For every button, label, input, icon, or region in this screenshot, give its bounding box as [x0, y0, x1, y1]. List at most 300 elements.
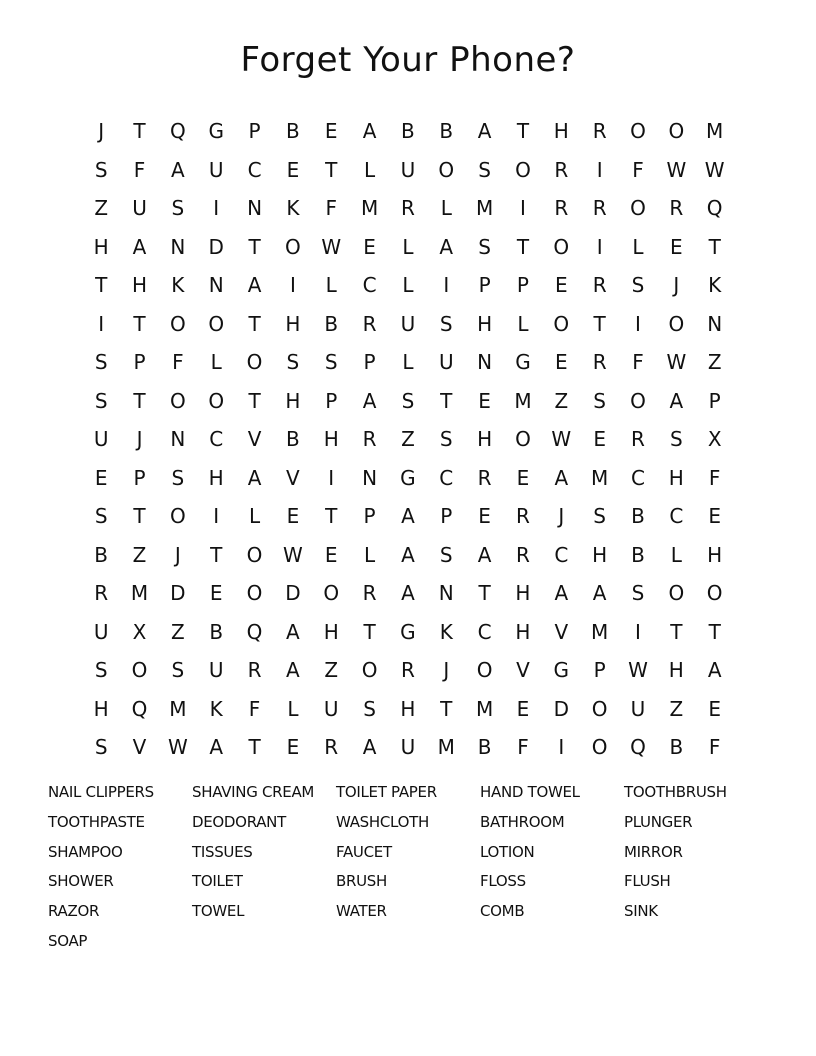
grid-cell: O — [246, 542, 263, 567]
grid-cell: O — [361, 658, 378, 683]
grid-cell: H — [208, 465, 224, 490]
grid-cell: O — [591, 696, 608, 721]
grid-cell: W — [167, 735, 188, 760]
grid-cell: I — [213, 504, 220, 529]
grid-cell: K — [286, 196, 300, 221]
grid-cell: L — [210, 350, 222, 375]
word-list-item: TOOTHBRUSH — [624, 783, 727, 801]
grid-cell: W — [704, 157, 725, 182]
grid-cell: R — [400, 658, 415, 683]
grid-cell: O — [169, 388, 186, 413]
grid-cell: F — [172, 350, 184, 375]
grid-cell: J — [136, 427, 143, 452]
grid-cell: H — [707, 542, 723, 567]
grid-cell: C — [554, 542, 569, 567]
grid-cell: O — [246, 581, 263, 606]
grid-cell: M — [360, 196, 379, 221]
grid-cell: N — [208, 273, 224, 298]
word-list-item: FLOSS — [480, 872, 526, 891]
word-list-item: FLUSH — [624, 872, 671, 891]
grid-cell: S — [286, 350, 300, 375]
grid-cell: T — [516, 119, 530, 144]
grid-cell: O — [208, 388, 225, 413]
grid-cell: B — [477, 735, 492, 760]
grid-cell: E — [478, 388, 491, 413]
grid-cell: A — [439, 234, 454, 259]
grid-cell: E — [324, 542, 338, 567]
grid-cell: F — [325, 196, 337, 221]
grid-cell: S — [94, 504, 108, 529]
grid-cell: O — [630, 196, 646, 221]
grid-cell: P — [133, 350, 146, 375]
grid-cell: T — [133, 388, 146, 413]
grid-cell: U — [630, 696, 646, 721]
word-list-item: TOILET PAPER — [336, 783, 437, 801]
grid-cell: H — [131, 273, 148, 298]
grid-cell: A — [286, 658, 300, 683]
grid-cell: C — [362, 273, 377, 298]
grid-cell: S — [171, 196, 185, 221]
grid-cell: A — [477, 119, 492, 144]
grid-cell: F — [708, 735, 721, 760]
grid-cell: T — [325, 504, 338, 529]
grid-cell: B — [324, 311, 339, 336]
grid-cell: O — [668, 311, 685, 336]
word-list-item: TOOTHPASTE — [48, 812, 145, 831]
grid-cell: W — [666, 350, 687, 375]
grid-cell: Z — [171, 619, 185, 644]
grid-cell: R — [669, 196, 684, 221]
grid-cell: I — [328, 465, 335, 490]
grid-row — [82, 536, 734, 575]
grid-cell: L — [632, 234, 644, 259]
grid-cell: C — [439, 465, 454, 490]
grid-cell: E — [516, 696, 530, 721]
grid-cell: I — [520, 196, 526, 221]
grid-cell: S — [94, 157, 108, 182]
grid-cell: X — [707, 427, 722, 452]
grid-cell: H — [285, 311, 301, 336]
grid-cell: C — [631, 465, 645, 490]
grid-cell: S — [439, 542, 453, 567]
grid-cell: W — [666, 157, 687, 182]
grid-cell: L — [402, 350, 414, 375]
grid-cell: L — [402, 273, 414, 298]
grid-cell: T — [133, 119, 146, 144]
word-list-item: TOWEL — [192, 902, 245, 921]
grid-cell: U — [438, 350, 454, 375]
grid-cell: S — [439, 311, 453, 336]
grid-cell: N — [247, 196, 263, 221]
grid-cell: D — [553, 696, 569, 721]
grid-cell: S — [478, 157, 491, 182]
grid-row — [82, 728, 734, 767]
grid-cell: O — [476, 658, 493, 683]
grid-row — [82, 613, 734, 652]
grid-cell: M — [475, 196, 494, 221]
grid-cell: C — [209, 427, 224, 452]
grid-cell: A — [286, 619, 300, 644]
grid-cell: H — [323, 427, 339, 452]
grid-cell: O — [323, 581, 340, 606]
grid-cell: V — [247, 427, 262, 452]
grid-cell: M — [514, 388, 532, 413]
grid-cell: R — [554, 157, 569, 182]
grid-row — [82, 459, 734, 498]
grid-cell: B — [631, 504, 645, 529]
grid-cell: A — [401, 542, 415, 567]
grid-cell: N — [170, 234, 186, 259]
word-list-item: WASHCLOTH — [336, 812, 429, 831]
grid-row — [82, 420, 734, 459]
grid-cell: T — [670, 619, 683, 644]
grid-cell: O — [630, 119, 646, 144]
grid-row — [82, 690, 734, 729]
grid-cell: I — [443, 273, 450, 298]
grid-cell: M — [475, 696, 494, 721]
word-list-item: TOILET — [192, 872, 243, 891]
grid-cell: L — [364, 157, 376, 182]
grid-cell: B — [286, 427, 300, 452]
grid-cell: E — [209, 581, 223, 606]
grid-cell: I — [289, 273, 296, 298]
grid-cell: B — [209, 619, 224, 644]
grid-row — [82, 305, 734, 344]
grid-cell: I — [213, 196, 220, 221]
grid-row — [82, 382, 734, 421]
grid-cell: J — [98, 119, 105, 144]
grid-cell: P — [440, 504, 453, 529]
grid-cell: E — [286, 157, 300, 182]
grid-cell: K — [209, 696, 223, 721]
word-list-item: FAUCET — [336, 842, 392, 861]
grid-cell: T — [440, 388, 453, 413]
grid-cell: I — [558, 735, 565, 760]
grid-cell: O — [515, 427, 531, 452]
grid-cell: J — [673, 273, 680, 298]
grid-cell: J — [443, 658, 450, 683]
grid-cell: D — [208, 234, 224, 259]
grid-cell: G — [400, 465, 416, 490]
grid-cell: T — [708, 234, 721, 259]
grid-cell: B — [631, 542, 645, 567]
grid-cell: T — [440, 696, 453, 721]
grid-cell: R — [516, 542, 530, 567]
grid-cell: Z — [554, 388, 569, 413]
grid-cell: Z — [132, 542, 147, 567]
grid-cell: S — [171, 465, 185, 490]
word-list-item: SHOWER — [48, 872, 114, 891]
grid-cell: R — [400, 196, 415, 221]
grid-cell: L — [440, 196, 452, 221]
grid-cell: A — [247, 465, 262, 490]
grid-cell: E — [363, 234, 376, 259]
grid-cell: A — [401, 581, 415, 606]
grid-cell: A — [669, 388, 684, 413]
grid-cell: B — [286, 119, 300, 144]
grid-cell: L — [364, 542, 376, 567]
grid-cell: T — [363, 619, 376, 644]
grid-cell: S — [593, 388, 606, 413]
grid-cell: L — [248, 504, 261, 529]
grid-cell: C — [477, 619, 492, 644]
grid-cell: H — [93, 234, 109, 259]
grid-cell: Q — [246, 619, 263, 644]
grid-cell: O — [706, 581, 723, 606]
word-list-item: NAIL CLIPPERS — [48, 783, 154, 801]
grid-row — [82, 497, 734, 536]
grid-cell: Z — [707, 350, 722, 375]
grid-cell: X — [132, 619, 147, 644]
grid-cell: S — [593, 504, 606, 529]
word-list-item: HAND TOWEL — [480, 783, 580, 801]
grid-cell: H — [553, 119, 569, 144]
grid-cell: I — [596, 157, 603, 182]
grid-cell: R — [362, 427, 377, 452]
word-list-item: MIRROR — [624, 842, 683, 861]
page-title: Forget Your Phone? — [240, 40, 576, 80]
grid-cell: U — [400, 735, 416, 760]
grid-cell: R — [592, 350, 607, 375]
grid-row — [82, 574, 734, 613]
grid-cell: S — [669, 427, 683, 452]
grid-cell: T — [516, 234, 530, 259]
word-list-item: SHAVING CREAM — [192, 783, 315, 801]
grid-cell: S — [401, 388, 415, 413]
grid-cell: M — [130, 581, 149, 606]
grid-cell: F — [632, 157, 644, 182]
grid-cell: N — [362, 465, 378, 490]
grid-cell: S — [363, 696, 376, 721]
grid-cell: Z — [669, 696, 684, 721]
grid-cell: A — [132, 234, 147, 259]
grid-cell: E — [516, 465, 530, 490]
grid-row — [82, 151, 734, 190]
grid-cell: A — [401, 504, 415, 529]
word-list-item: BRUSH — [336, 872, 387, 891]
grid-cell: K — [439, 619, 453, 644]
grid-row — [82, 112, 734, 151]
grid-row — [82, 228, 734, 267]
grid-cell: R — [554, 196, 569, 221]
grid-cell: B — [401, 119, 415, 144]
grid-cell: P — [593, 658, 606, 683]
grid-cell: R — [94, 581, 109, 606]
grid-cell: I — [635, 311, 641, 336]
grid-cell: A — [592, 581, 607, 606]
grid-cell: C — [669, 504, 684, 529]
word-list-item: SINK — [624, 902, 658, 921]
grid-cell: P — [363, 504, 376, 529]
grid-cell: T — [248, 735, 261, 760]
grid-cell: S — [631, 273, 645, 298]
grid-cell: N — [438, 581, 454, 606]
grid-cell: U — [400, 311, 416, 336]
grid-cell: O — [553, 234, 570, 259]
grid-cell: H — [668, 658, 684, 683]
grid-cell: A — [362, 388, 377, 413]
grid-cell: U — [93, 427, 109, 452]
word-list-item: PLUNGER — [624, 812, 693, 831]
grid-cell: T — [248, 234, 261, 259]
grid-cell: H — [477, 427, 493, 452]
word-list-item: DEODORANT — [192, 812, 286, 831]
grid-cell: E — [286, 504, 300, 529]
grid-cell: E — [708, 696, 721, 721]
grid-cell: G — [553, 658, 570, 683]
grid-cell: T — [708, 619, 721, 644]
grid-cell: Z — [401, 427, 415, 452]
grid-cell: P — [248, 119, 261, 144]
grid-cell: G — [515, 350, 531, 375]
grid-cell: S — [94, 735, 108, 760]
grid-cell: V — [286, 465, 300, 490]
word-list-item: TISSUES — [192, 842, 253, 861]
grid-cell: N — [170, 427, 186, 452]
grid-cell: L — [287, 696, 299, 721]
grid-cell: R — [592, 119, 607, 144]
grid-cell: T — [95, 273, 108, 298]
grid-cell: M — [591, 465, 609, 490]
grid-cell: O — [515, 157, 531, 182]
grid-cell: S — [439, 427, 453, 452]
grid-cell: T — [478, 581, 491, 606]
grid-cell: H — [477, 311, 493, 336]
grid-cell: O — [285, 234, 301, 259]
word-list — [48, 778, 768, 957]
grid-cell: Q — [169, 119, 186, 144]
grid-cell: H — [400, 696, 416, 721]
grid-cell: E — [94, 465, 108, 490]
grid-cell: H — [285, 388, 301, 413]
word-list-item: SOAP — [48, 931, 88, 950]
grid-cell: V — [132, 735, 147, 760]
grid-cell: O — [169, 504, 186, 529]
grid-row — [82, 343, 734, 382]
grid-cell: P — [478, 273, 491, 298]
grid-cell: A — [247, 273, 262, 298]
grid-cell: R — [362, 581, 377, 606]
word-list-item: BATHROOM — [480, 812, 565, 831]
grid-cell: O — [591, 735, 608, 760]
grid-cell: R — [362, 311, 377, 336]
grid-cell: Q — [706, 196, 723, 221]
grid-cell: G — [208, 119, 224, 144]
grid-cell: T — [133, 504, 146, 529]
grid-cell: F — [708, 465, 721, 490]
grid-cell: D — [285, 581, 301, 606]
grid-cell: I — [635, 619, 641, 644]
grid-cell: S — [324, 350, 338, 375]
grid-cell: Z — [324, 658, 339, 683]
grid-cell: E — [554, 273, 568, 298]
grid-cell: W — [551, 427, 572, 452]
grid-cell: A — [554, 465, 569, 490]
grid-cell: S — [94, 350, 108, 375]
grid-cell: O — [246, 350, 263, 375]
grid-cell: P — [325, 388, 338, 413]
grid-cell: U — [132, 196, 147, 221]
grid-cell: A — [171, 157, 185, 182]
word-list-item: WATER — [336, 902, 387, 921]
grid-cell: E — [324, 119, 338, 144]
grid-cell: S — [478, 234, 491, 259]
grid-cell: E — [554, 350, 568, 375]
grid-cell: T — [210, 542, 223, 567]
word-list-item: SHAMPOO — [48, 842, 123, 861]
grid-cell: W — [628, 658, 648, 683]
grid-cell: Z — [94, 196, 109, 221]
grid-cell: B — [669, 735, 684, 760]
grid-cell: Q — [131, 696, 148, 721]
grid-cell: S — [631, 581, 645, 606]
grid-cell: A — [209, 735, 224, 760]
grid-cell: U — [323, 696, 339, 721]
grid-cell: F — [517, 735, 529, 760]
grid-cell: P — [516, 273, 529, 298]
grid-cell: F — [632, 350, 644, 375]
grid-cell: B — [439, 119, 454, 144]
grid-cell: H — [515, 619, 531, 644]
grid-cell: O — [169, 311, 186, 336]
grid-cell: J — [558, 504, 565, 529]
grid-cell: T — [248, 388, 261, 413]
grid-cell: V — [516, 658, 530, 683]
grid-cell: L — [325, 273, 337, 298]
grid-cell: T — [593, 311, 606, 336]
grid-cell: S — [94, 658, 108, 683]
grid-cell: M — [437, 735, 455, 760]
grid-cell: R — [247, 658, 262, 683]
grid-cell: T — [248, 311, 261, 336]
grid-cell: K — [708, 273, 722, 298]
grid-cell: U — [93, 619, 109, 644]
grid-cell: H — [592, 542, 608, 567]
grid-cell: H — [515, 581, 531, 606]
grid-cell: R — [631, 427, 645, 452]
grid-row — [82, 651, 734, 690]
grid-cell: L — [517, 311, 529, 336]
word-list-item: LOTION — [480, 842, 535, 861]
grid-cell: A — [707, 658, 722, 683]
grid-cell: W — [283, 542, 303, 567]
grid-cell: U — [400, 157, 416, 182]
grid-cell: A — [554, 581, 569, 606]
word-list-item: COMB — [480, 902, 525, 921]
grid-cell: P — [363, 350, 376, 375]
grid-cell: R — [477, 465, 492, 490]
grid-cell: A — [362, 735, 377, 760]
grid-cell: M — [706, 119, 724, 144]
grid-cell: U — [208, 157, 224, 182]
grid-cell: I — [596, 234, 603, 259]
grid-cell: E — [593, 427, 606, 452]
grid-cell: H — [668, 465, 684, 490]
grid-cell: D — [170, 581, 186, 606]
grid-cell: L — [670, 542, 682, 567]
grid-cell: R — [324, 735, 339, 760]
grid-cell: C — [247, 157, 262, 182]
grid-cell: G — [400, 619, 416, 644]
grid-cell: J — [174, 542, 181, 567]
grid-cell: N — [707, 311, 723, 336]
grid-cell: O — [438, 157, 455, 182]
word-list-item: RAZOR — [48, 902, 100, 921]
grid-cell: O — [668, 581, 685, 606]
grid-cell: U — [208, 658, 224, 683]
grid-cell: T — [133, 311, 146, 336]
grid-cell: E — [670, 234, 683, 259]
